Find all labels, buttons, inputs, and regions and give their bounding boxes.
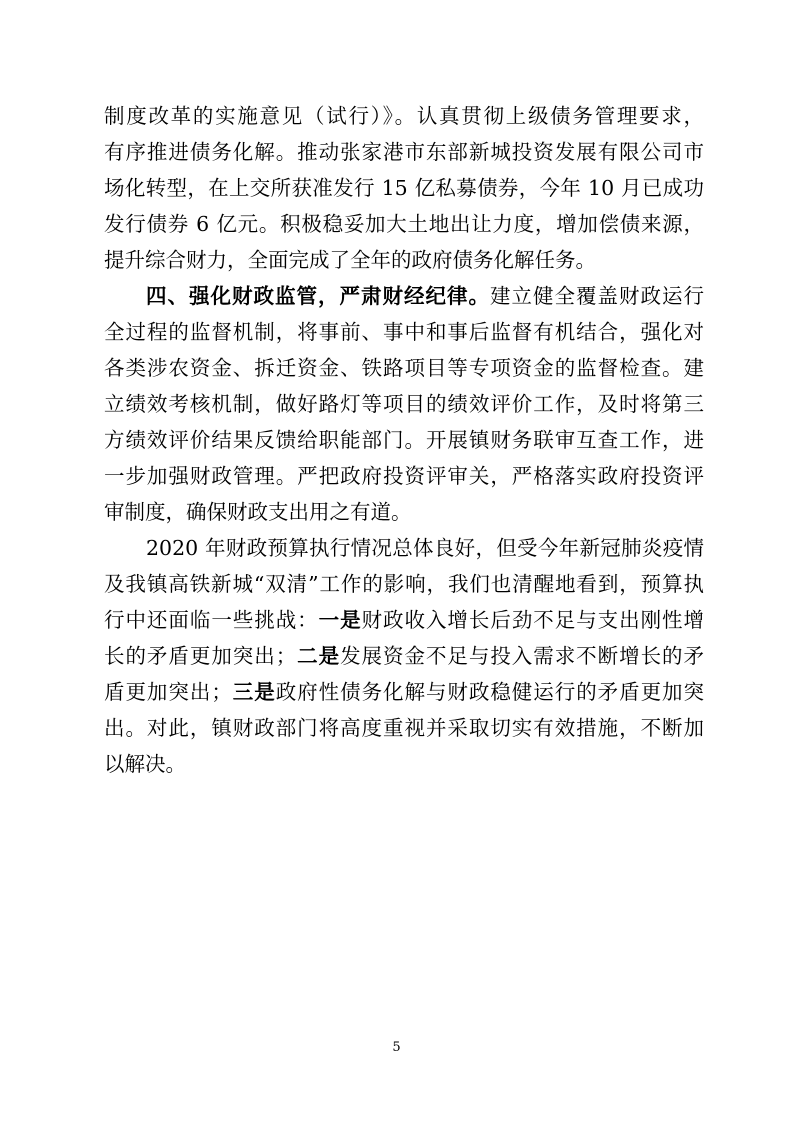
emphasis-marker: 三是 (231, 680, 276, 704)
paragraph-text: 发展资金不足与投入需求不断增长的矛 (340, 644, 705, 668)
paragraph-line: 以解决。 (104, 752, 186, 776)
paragraph-line: 有序推进债务化解。推动张家港市东部新城投资发展有限公司市 (104, 140, 704, 164)
paragraph-text: 行中还面临一些挑战： (104, 608, 319, 632)
paragraph-line: 发行债券 6 亿元。积极稳妥加大土地出让力度，增加偿债来源， (104, 212, 704, 236)
paragraph-text: 盾更加突出； (104, 680, 232, 704)
paragraph-line: 立绩效考核机制，做好路灯等项目的绩效评价工作，及时将第三 (104, 392, 704, 416)
emphasis-marker: 二是 (296, 644, 341, 668)
paragraph-line: 审制度，确保财政支出用之有道。 (104, 500, 412, 524)
paragraph-line (104, 638, 704, 674)
paragraph-line: 及我镇高铁新城“双清”工作的影响，我们也清醒地看到，预算执 (104, 572, 704, 596)
paragraph-line (104, 602, 704, 638)
paragraph-line: 制度改革的实施意见（试行）》。认真贯彻上级债务管理要求， (104, 104, 704, 128)
section-heading: 四、强化财政监管，严肃财经纪律。 (146, 284, 490, 308)
paragraph-first-line (146, 278, 704, 314)
emphasis-marker: 一是 (318, 608, 362, 632)
paragraph-line: 各类涉农资金、拆迁资金、铁路项目等专项资金的监督检查。建 (104, 356, 704, 380)
paragraph-line: 提升综合财力，全面完成了全年的政府债务化解任务。 (104, 248, 596, 272)
paragraph-first-line: 2020 年财政预算执行情况总体良好，但受今年新冠肺炎疫情 (146, 536, 704, 560)
paragraph-line: 场化转型，在上交所获准发行 15 亿私募债券，今年 10 月已成功 (104, 176, 704, 200)
paragraph-line: 一步加强财政管理。严把政府投资评审关，严格落实政府投资评 (104, 464, 704, 488)
paragraph-line: 出。对此，镇财政部门将高度重视并采取切实有效措施，不断加 (104, 716, 704, 740)
paragraph-text: 财政收入增长后劲不足与支出刚性增 (361, 608, 705, 632)
paragraph-text: 政府性债务化解与财政稳健运行的矛盾更加突 (275, 680, 705, 704)
paragraph-line: 全过程的监督机制，将事前、事中和事后监督有机结合，强化对 (104, 320, 704, 344)
page-number: 5 (392, 1040, 401, 1055)
paragraph-line: 方绩效评价结果反馈给职能部门。开展镇财务联审互查工作，进 (104, 428, 704, 452)
paragraph-line (104, 674, 704, 710)
paragraph-text: 长的矛盾更加突出； (104, 644, 297, 668)
paragraph-text: 建立健全覆盖财政运行 (490, 284, 704, 308)
